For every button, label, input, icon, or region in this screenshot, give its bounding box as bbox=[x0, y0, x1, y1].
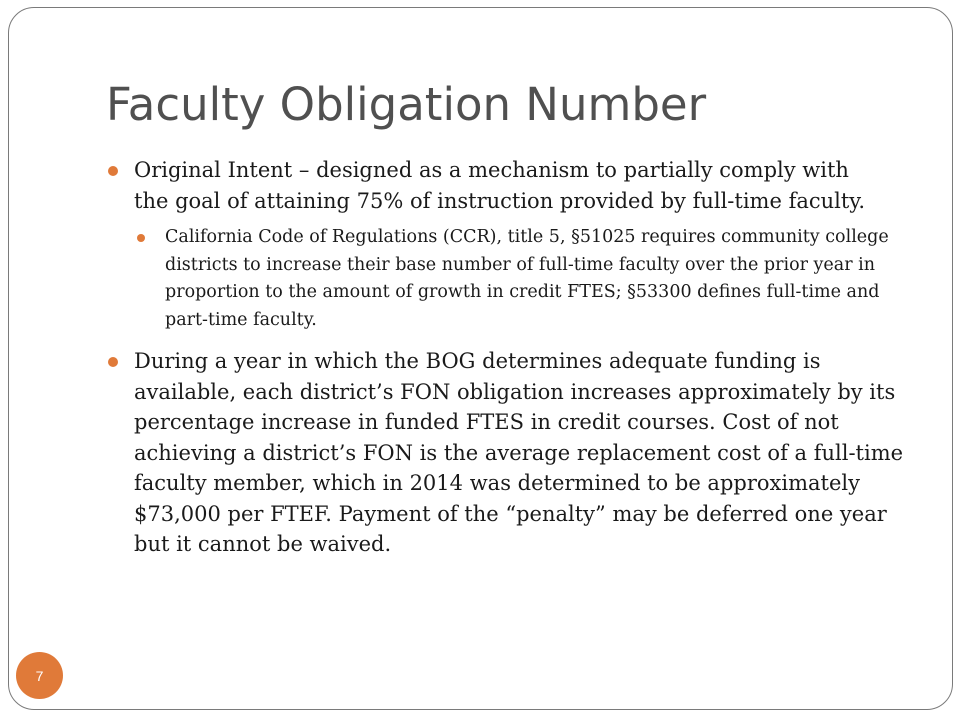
bullet-dot-icon bbox=[108, 166, 118, 176]
bullet-text: Original Intent – designed as a mechanism to partially comply with the goal of attaining 75% of instruction provided by full-time faculty. bbox=[134, 158, 866, 213]
bullet-text: During a year in which the BOG determines adequate funding is available, each district’s FON obligation increases approximately by its percentage increase in funded FTES in credit courses. Cost of not achieving a district’s FON is the average replacement cost of a full-time faculty member, which in 2014 was determined to be approximately $73,000 per FTEF. Payment of the “penalty” may be deferred one year but it cannot be waived. bbox=[134, 349, 904, 556]
bullet-funding bbox=[106, 346, 904, 560]
slide-title: Faculty Obligation Number bbox=[106, 78, 707, 131]
slide-content bbox=[106, 155, 904, 560]
bullet-original-intent bbox=[106, 155, 884, 216]
sub-bullet-text: California Code of Regulations (CCR), title 5, §51025 requires community college districts to increase their base number of full-time faculty over the prior year in proportion to the amount of growth in credit FTES; §53300 defines full-time and part-time faculty. bbox=[165, 227, 889, 330]
sub-bullet-ccr bbox=[134, 224, 905, 334]
bullet-dot-icon bbox=[137, 234, 145, 242]
page-number-badge bbox=[16, 652, 63, 699]
page-number: 7 bbox=[35, 667, 44, 684]
bullet-dot-icon bbox=[108, 357, 118, 367]
